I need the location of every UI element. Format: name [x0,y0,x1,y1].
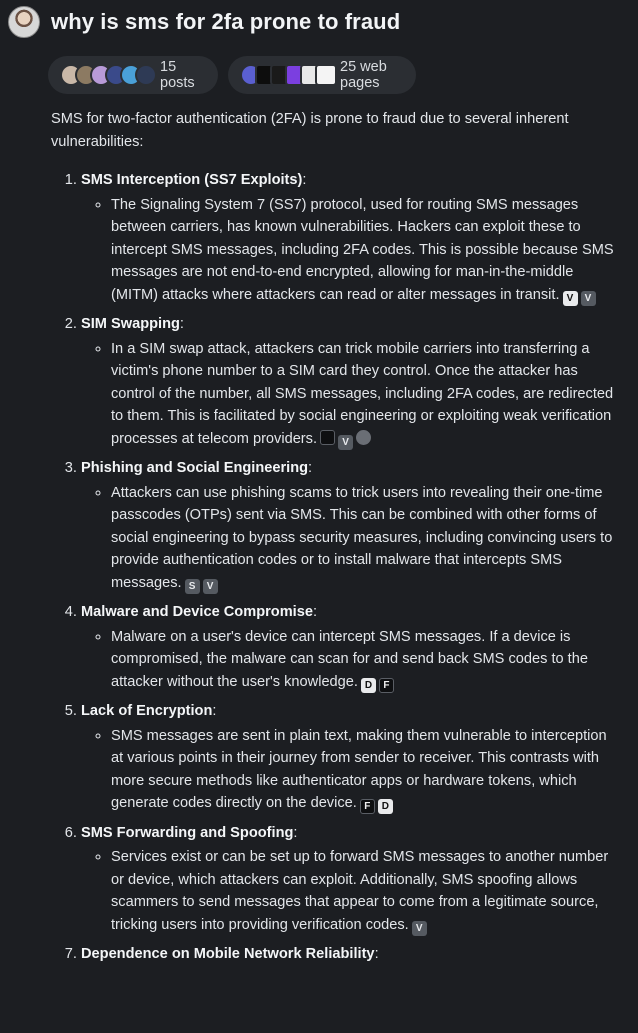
web-sources-button[interactable] [228,56,416,94]
posts-count-label: 15 posts [160,59,195,91]
item-title: SIM Swapping [81,316,180,332]
citation-v-icon[interactable]: V [203,579,218,594]
list-item: 6. SMS Forwarding and Spoofing: ◦ Services exist or can be set up to forward SMS messages to another number or device, which attackers can exploit. Additionally, SMS spoofing allows scammers to send messages that appear to come from a legitimate source, tricking users into providing verification codes. V [81,822,617,937]
citation-f-icon[interactable]: F [360,799,375,814]
citation-site-icon[interactable] [320,430,335,445]
list-item: 5. Lack of Encryption: ◦ SMS messages are sent in plain text, making them vulnerable to interception at various points in their journey from sender to receiver. This contrasts with more secure methods like authenticator apps or hardware tokens, which generate codes directly on the device. F D [81,700,617,815]
citation-s-icon[interactable]: S [185,579,200,594]
post-avatars [60,64,150,86]
citation-d-icon[interactable]: D [378,799,393,814]
list-item: 2. SIM Swapping: ◦ In a SIM swap attack, attackers can trick mobile carriers into transferring a victim's phone number to a SIM card they control. Once the attacker has control of the number, all SMS messages, including 2FA codes, are redirected to them. This is facilitated by social engineering or exploiting weak verification processes at telecom providers. V [81,313,617,450]
item-title: Dependence on Mobile Network Reliability [81,946,375,962]
sources-bar [48,56,416,94]
citation-v-icon[interactable]: V [338,435,353,450]
item-detail: ◦ Attackers can use phishing scams to trick users into revealing their one-time passcodes (OTPs) sent via SMS. This can be combined with other forms of social engineering to bypass security measures, including convincing users to provide authentication codes or to install malware that intercepts SMS messages. S V [111,482,617,595]
item-title: SMS Interception (SS7 Exploits) [81,172,303,188]
item-title: Phishing and Social Engineering [81,460,309,476]
answer-intro: SMS for two-factor authentication (2FA) is prone to fraud due to several inherent vulnerabilities: [51,111,569,150]
item-detail: ◦ The Signaling System 7 (SS7) protocol, used for routing SMS messages between carriers, has known vulnerabilities. Hackers can exploit these to intercept SMS messages, including 2FA codes. This is possible because SMS messages are not end-to-end encrypted, allowing for man-in-the-middle (MITM) attacks where attackers can read or alter messages in transit. V V [111,194,617,307]
post-avatar-icon [135,64,157,86]
query-header [8,4,400,40]
item-detail: ◦ Services exist or can be set up to forward SMS messages to another number or device, which attackers can exploit. Additionally, SMS spoofing allows scammers to send messages that appear to come from a legitimate source, tricking users into providing verification codes. V [111,846,617,936]
citation-v-icon[interactable]: V [581,291,596,306]
reasons-list [51,169,617,966]
list-item: 3. Phishing and Social Engineering: ◦ Attackers can use phishing scams to trick users into revealing their one-time passcodes (OTPs) sent via SMS. This can be combined with other forms of social engineering to bypass security measures, including convincing users to provide authentication codes or to install malware that intercepts SMS messages. S V [81,457,617,594]
web-favicons [240,64,330,86]
favicon-icon [315,64,337,86]
list-item: 1. SMS Interception (SS7 Exploits): ◦ The Signaling System 7 (SS7) protocol, used for routing SMS messages between carriers, has known vulnerabilities. Hackers can exploit these to intercept SMS messages, including 2FA codes. This is possible because SMS messages are not end-to-end encrypted, allowing for man-in-the-middle (MITM) attacks where attackers can read or alter messages in transit. V V [81,169,617,306]
citation-f-icon[interactable]: F [379,678,394,693]
citation-v-icon[interactable]: V [563,291,578,306]
citation-profile-icon[interactable] [356,430,371,445]
query-title: why is sms for 2fa prone to fraud [51,9,401,34]
citation-d-icon[interactable]: D [361,678,376,693]
posts-sources-button[interactable] [48,56,218,94]
citation-v-icon[interactable]: V [412,921,427,936]
item-title: Malware and Device Compromise [81,604,313,620]
web-count-label: 25 web pages [340,59,387,91]
item-detail: ◦ In a SIM swap attack, attackers can trick mobile carriers into transferring a victim's phone number to a SIM card they control. Once the attacker has control of the number, all SMS messages, including 2FA codes, are redirected to them. This is facilitated by social engineering or exploiting weak verification processes at telecom providers. V [111,338,617,451]
user-avatar[interactable] [8,6,40,38]
item-detail: ◦ Malware on a user's device can intercept SMS messages. If a device is compromised, the malware can scan for and send back SMS codes to the attacker without the user's knowledge. D F [111,626,617,694]
item-title: SMS Forwarding and Spoofing [81,824,294,841]
item-detail: ◦ SMS messages are sent in plain text, making them vulnerable to interception at various points in their journey from sender to receiver. This contrasts with more secure methods like authenticator apps or hardware tokens, which generate codes directly on the device. F D [111,725,617,815]
list-item: 7. Dependence on Mobile Network Reliability: [81,943,617,966]
item-title: Lack of Encryption [81,703,213,719]
answer-body [51,108,617,973]
list-item: 4. Malware and Device Compromise: ◦ Malware on a user's device can intercept SMS messages. If a device is compromised, the malware can scan for and send back SMS codes to the attacker without the user's knowledge. D F [81,601,617,693]
